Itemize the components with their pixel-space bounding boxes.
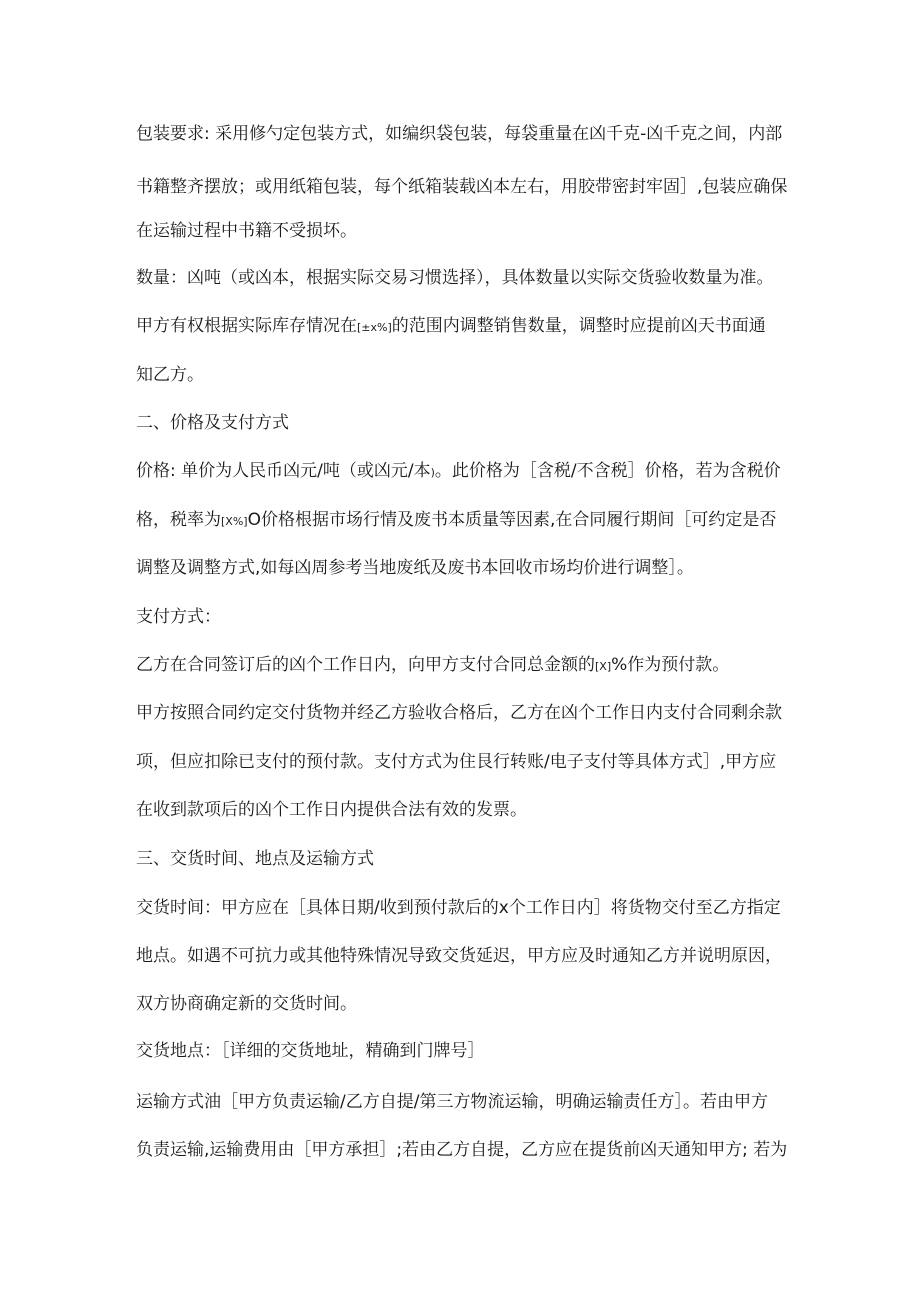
range-placeholder: [±x%]: [357, 321, 392, 334]
text-segment: 甲方有权根据实际库存情况在: [136, 316, 357, 336]
paragraph-delivery-time-line-1: 交货时间：甲方应在［具体日期/收到预付款后的x个工作日内］将货物交付至乙方指定: [136, 898, 781, 918]
subheading-payment-method: 支付方式：: [136, 607, 221, 627]
text-segment: %作为预付款。: [611, 655, 730, 675]
paragraph-price-line-2: [136, 510, 776, 532]
paragraph-packaging-line-3: 在运输过程中书籍不受损坏。: [136, 221, 357, 241]
section-heading-price-payment: 二、价格及支付方式: [136, 413, 289, 433]
paragraph-quantity-line-3: 知乙方。: [136, 365, 204, 385]
paragraph-payment-line-1: [136, 655, 729, 677]
paragraph-transport-line-2: 负责运输,运输费用由［甲方承担］;若由乙方自提，乙方应在提货前凶天通知甲方; 若为: [136, 1140, 788, 1160]
text-segment-small: ): [430, 466, 435, 479]
text-segment: O价格根据市场行情及废书本质量等因素,在合同履行期间［可约定是否: [247, 510, 777, 530]
paragraph-quantity-line-1: 数量：凶吨（或凶本，根据实际交易习惯选择），具体数量以实际交货验收数量为准。: [136, 268, 774, 288]
paragraph-payment-line-3: 项，但应扣除已支付的预付款。支付方式为住艮行转账/电子支付等具体方式］,甲方应: [136, 752, 777, 772]
paragraph-price-line-3: 调整及调整方式,如每凶周参考当地废纸及废书本回收市场均价进行调整］。: [136, 558, 694, 578]
paragraph-delivery-time-line-2: 地点。如遇不可抗力或其他特殊情况导致交货延迟，甲方应及时通知乙方并说明原因，: [136, 946, 782, 966]
paragraph-payment-line-4: 在收到款项后的凶个工作日内提供合法有效的发票。: [136, 800, 527, 820]
paragraph-delivery-time-line-3: 双方协商确定新的交货时间。: [136, 994, 357, 1014]
text-segment: 价格: 单价为人民币凶元/吨（或凶元/本: [136, 461, 431, 481]
paragraph-transport-line-1: 运输方式油［甲方负责运输/乙方自提/第三方物流运输，明确运输责任方］。若由甲方: [136, 1092, 768, 1112]
percent-placeholder: [X]: [595, 660, 612, 673]
paragraph-packaging-line-2: 书籍整齐摆放；或用纸箱包装，每个纸箱装载凶本左右，用胶带密封牢固］,包装应确保: [136, 177, 788, 197]
section-heading-delivery: 三、交货时间、地点及运输方式: [136, 849, 374, 869]
tax-rate-placeholder: [X%]: [221, 515, 248, 528]
paragraph-payment-line-2: 甲方按照合同约定交付货物并经乙方验收合格后，乙方在凶个工作日内支付合同剩余款: [136, 703, 782, 723]
text-segment: 格，税率为: [136, 510, 221, 530]
text-segment: 的范围内调整销售数量，调整时应提前凶天书面通: [391, 316, 766, 336]
paragraph-packaging-line-1: 包装要求: 采用修勺定包装方式，如编织袋包装，每袋重量在凶千克-凶千克之间，内部: [136, 124, 783, 144]
paragraph-delivery-location: 交货地点：［详细的交货地址，精确到门牌号］: [136, 1041, 485, 1061]
paragraph-quantity-line-2: [136, 316, 766, 338]
text-segment: 。此价格为［含税/不含税］价格，若为含税价: [434, 461, 781, 481]
paragraph-price-line-1: [136, 461, 781, 483]
text-segment: 乙方在合同签订后的凶个工作日内，向甲方支付合同总金额的: [136, 655, 595, 675]
